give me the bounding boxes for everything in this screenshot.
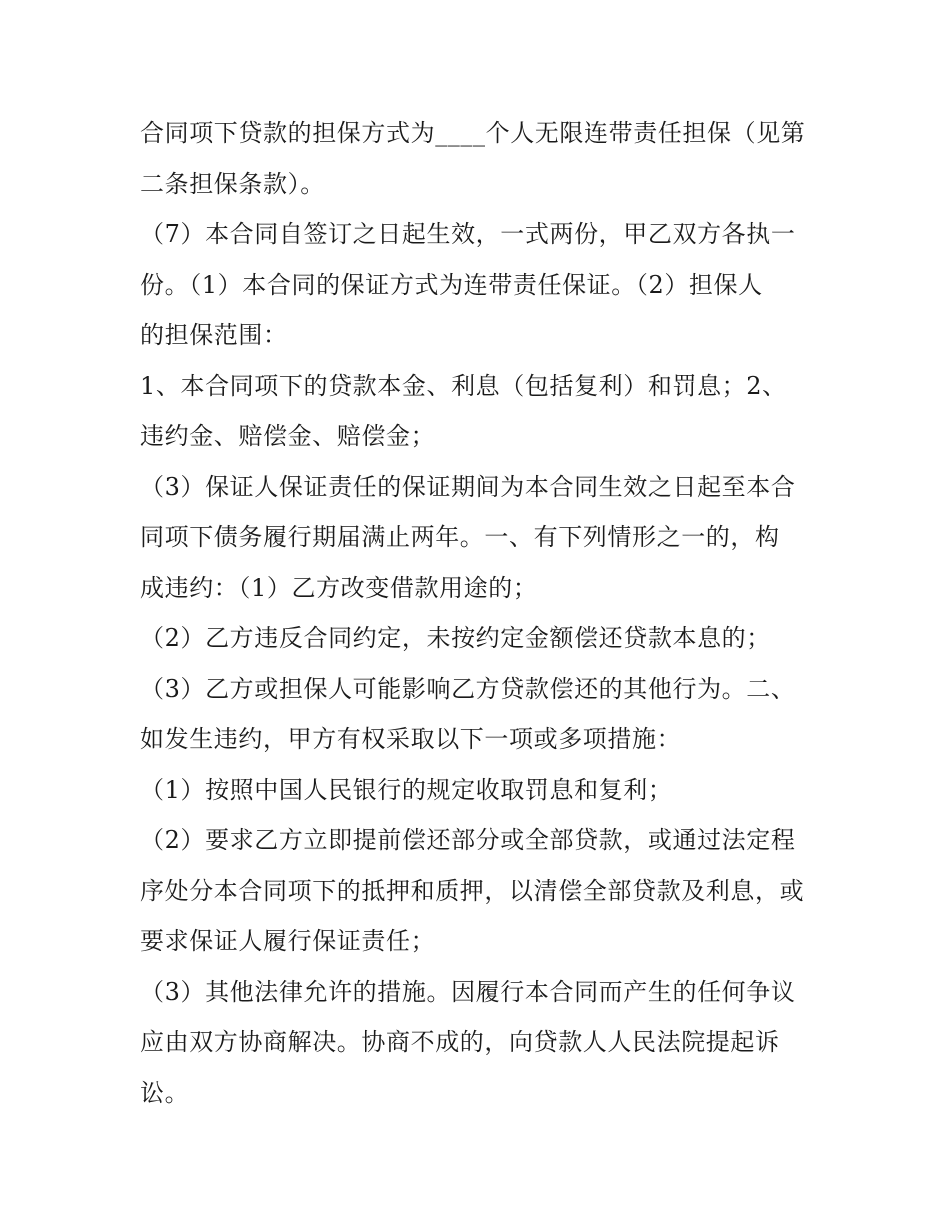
text-line: （3）其他法律允许的措施。因履行本合同而产生的任何争议	[140, 977, 796, 1006]
text-line: 序处分本合同项下的抵押和质押，以清偿全部贷款及利息，或	[140, 876, 805, 905]
text-line: （7）本合同自签订之日起生效，一式两份，甲乙双方各执一	[140, 220, 796, 248]
text-line: （2）乙方违反合同约定，未按约定金额偿还贷款本息的；	[140, 624, 771, 652]
text-line: 成违约：（1）乙方改变借款用途的；	[140, 573, 538, 602]
text-line: 如发生违约，甲方有权采取以下一项或多项措施：	[140, 725, 682, 753]
text-line: 合同项下贷款的担保方式为____个人无限连带责任担保（见第	[140, 119, 806, 147]
text-line: （3）保证人保证责任的保证期间为本合同生效之日起至本合	[140, 472, 796, 501]
text-line: （2）要求乙方立即提前偿还部分或全部贷款，或通过法定程	[140, 826, 796, 854]
text-line: 同项下债务履行期届满止两年。一、有下列情形之一的，构	[140, 523, 780, 551]
contract-text	[140, 108, 830, 1118]
text-line: 的担保范围：	[140, 321, 288, 349]
text-line: （1）按照中国人民银行的规定收取罚息和复利；	[140, 775, 673, 804]
text-line: 违约金、赔偿金、赔偿金；	[140, 422, 436, 450]
text-line: 讼。	[140, 1078, 190, 1107]
text-line: 应由双方协商解决。协商不成的，向贷款人人民法院提起诉	[140, 1028, 780, 1056]
text-line: 1、本合同项下的贷款本金、利息（包括复利）和罚息；2、	[140, 371, 787, 400]
text-line: 要求保证人履行保证责任；	[140, 927, 436, 955]
text-line: （3）乙方或担保人可能影响乙方贷款偿还的其他行为。二、	[140, 674, 796, 703]
text-line: 二条担保条款）。	[140, 169, 325, 198]
text-line: 份。（1）本合同的保证方式为连带责任保证。（2）担保人	[140, 270, 763, 299]
